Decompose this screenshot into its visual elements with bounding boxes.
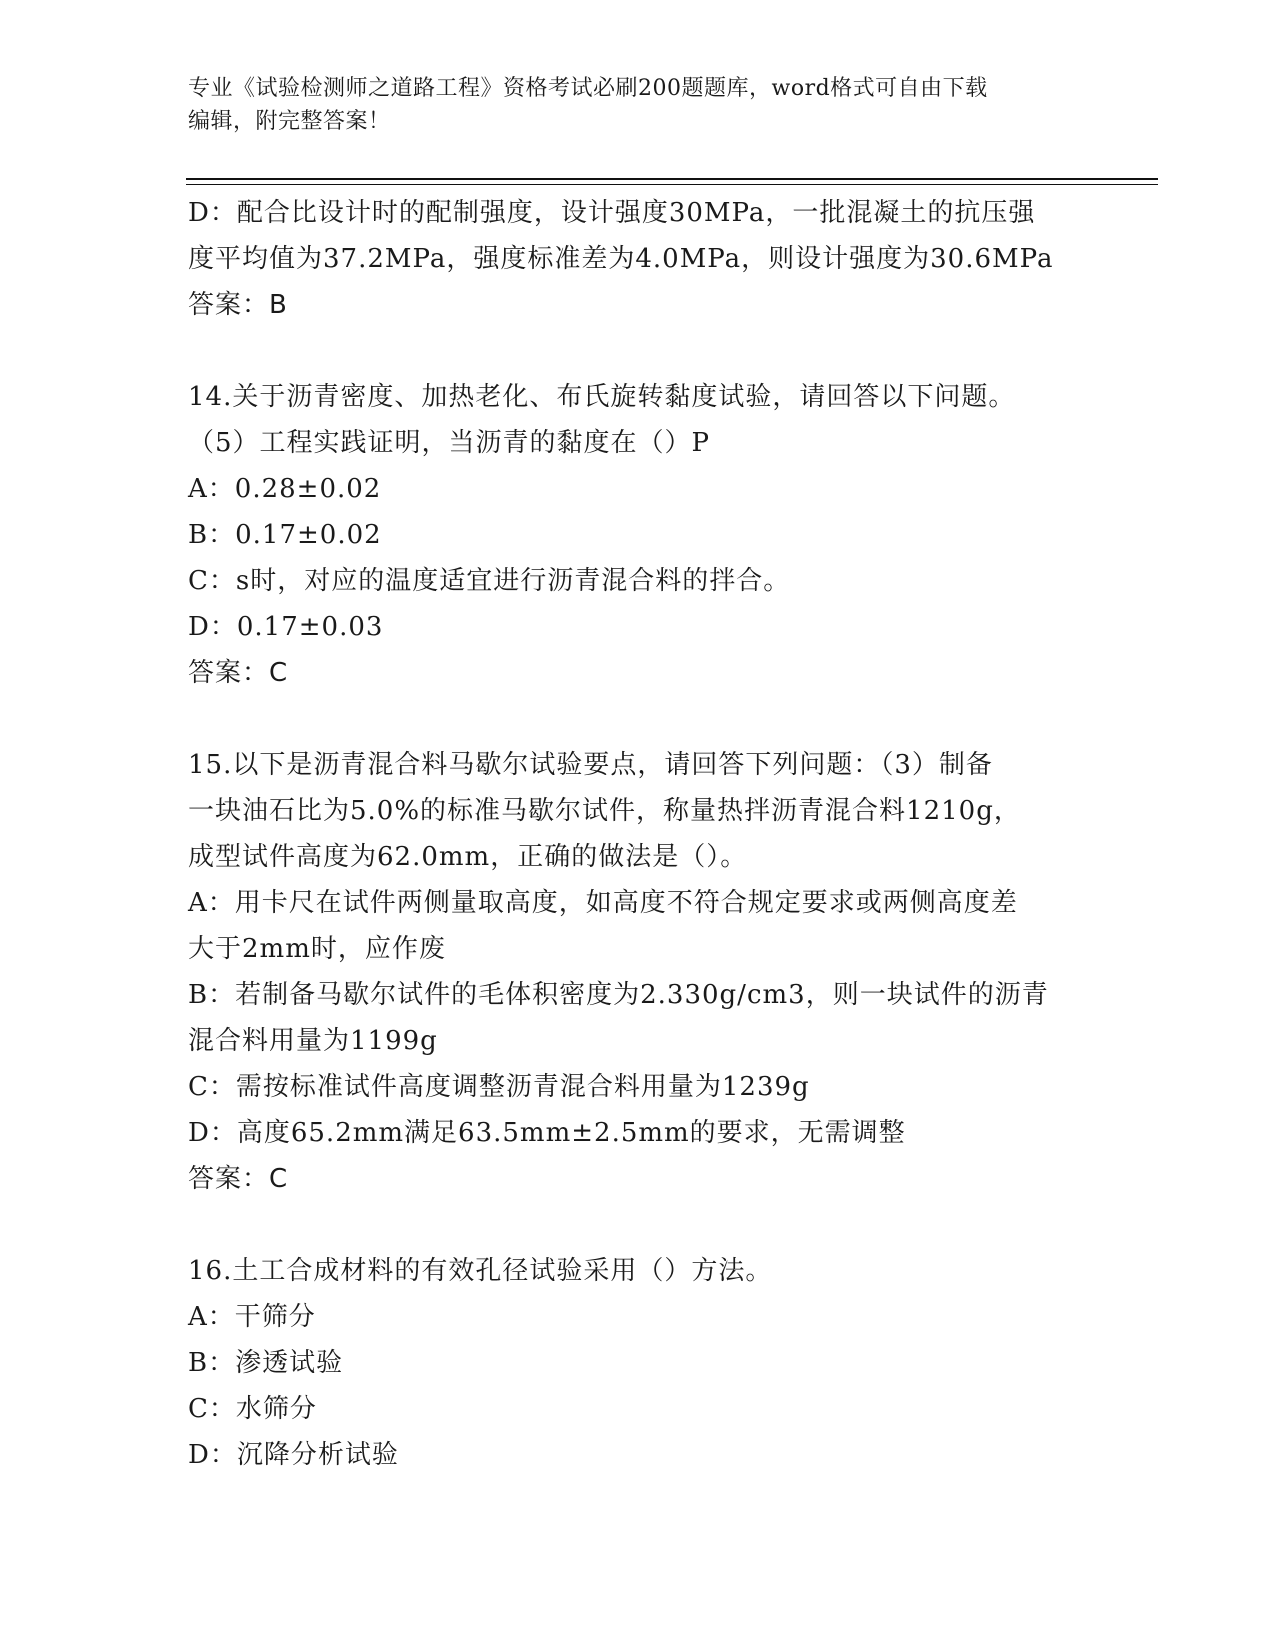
header-line-1: 专业《试验检测师之道路工程》资格考试必刷200题题库，word格式可自由下载 <box>188 76 988 101</box>
option-c: C：需按标准试件高度调整沥青混合料用量为1239g <box>188 1072 810 1102</box>
answer: 答案：C <box>188 658 289 688</box>
option-b-line-2: 混合料用量为1199g <box>188 1026 438 1056</box>
option-d: D：沉降分析试验 <box>188 1440 399 1470</box>
option-a-line-1: A：用卡尺在试件两侧量取高度，如高度不符合规定要求或两侧高度差 <box>188 888 1018 918</box>
previous-question-tail <box>188 190 1118 328</box>
option-d-line-2: 度平均值为37.2MPa，强度标准差为4.0MPa，则设计强度为30.6MPa <box>188 244 1054 274</box>
question-14 <box>188 374 1118 696</box>
option-b: B：0.17±0.02 <box>188 520 382 550</box>
question-stem-line-2: 一块油石比为5.0%的标准马歇尔试件，称量热拌沥青混合料1210g， <box>188 796 1021 826</box>
question-15 <box>188 742 1118 1202</box>
option-d: D：0.17±0.03 <box>188 612 384 642</box>
question-stem-line-1: 15.以下是沥青混合料马歇尔试验要点，请回答下列问题：（3）制备 <box>188 750 993 780</box>
question-content <box>188 190 1118 1478</box>
question-stem-line-1: 14.关于沥青密度、加热老化、布氏旋转黏度试验，请回答以下问题。 <box>188 382 1016 412</box>
question-stem: 16.土工合成材料的有效孔径试验采用（）方法。 <box>188 1256 773 1286</box>
answer: 答案：B <box>188 290 288 320</box>
option-d-line-1: D：配合比设计时的配制强度，设计强度30MPa，一批混凝土的抗压强 <box>188 198 1036 228</box>
option-a-line-2: 大于2mm时，应作废 <box>188 934 446 964</box>
document-header <box>188 72 1088 138</box>
option-c: C：s时，对应的温度适宜进行沥青混合料的拌合。 <box>188 566 791 596</box>
answer: 答案：C <box>188 1164 289 1194</box>
question-stem-line-2: （5）工程实践证明，当沥青的黏度在（）P <box>188 428 711 458</box>
header-line-2: 编辑，附完整答案！ <box>188 109 391 134</box>
header-rule-thick <box>186 178 1158 180</box>
option-b: B：渗透试验 <box>188 1348 344 1378</box>
question-stem-line-3: 成型试件高度为62.0mm，正确的做法是（）。 <box>188 842 748 872</box>
option-c: C：水筛分 <box>188 1394 317 1424</box>
header-rule-thin <box>186 184 1158 185</box>
option-a: A：0.28±0.02 <box>188 474 382 504</box>
option-b-line-1: B：若制备马歇尔试件的毛体积密度为2.330g/cm3，则一块试件的沥青 <box>188 980 1049 1010</box>
option-a: A：干筛分 <box>188 1302 316 1332</box>
question-16 <box>188 1248 1118 1478</box>
option-d: D：高度65.2mm满足63.5mm±2.5mm的要求，无需调整 <box>188 1118 906 1148</box>
